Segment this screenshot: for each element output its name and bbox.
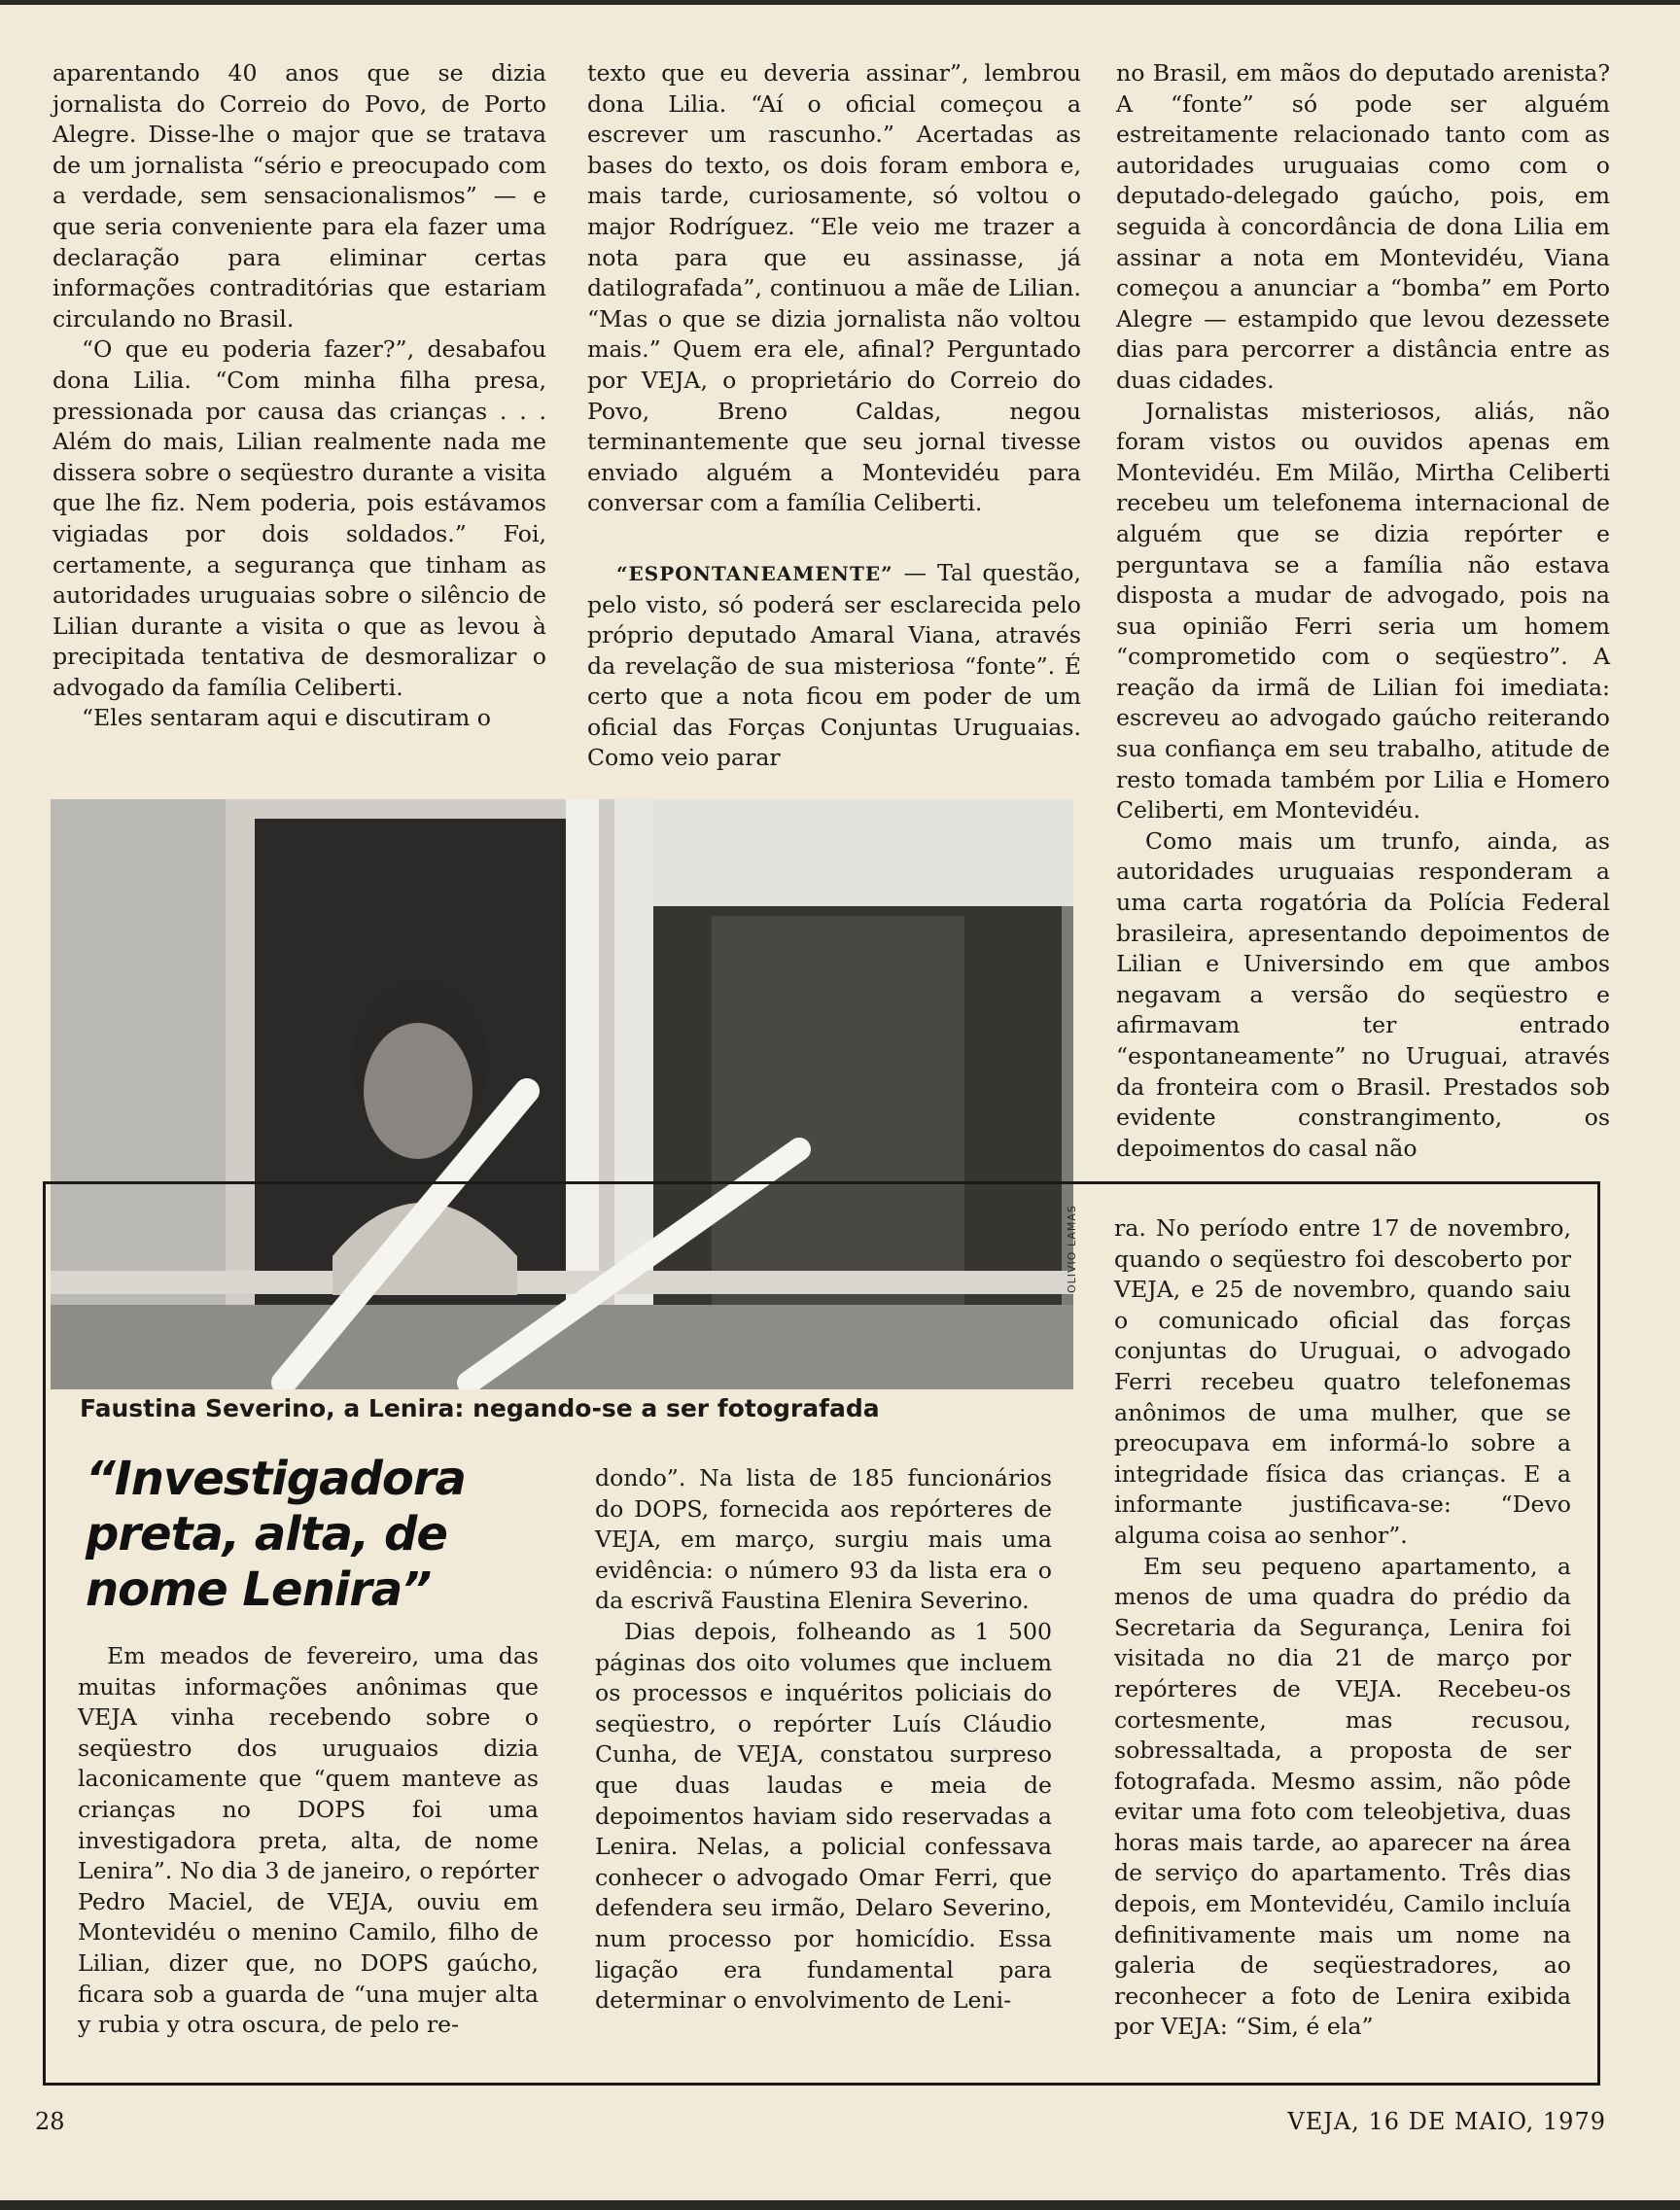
paragraph: Como mais um trunfo, ainda, as autoridades uruguaias responderam a uma carta rogatória da Polícia Federal brasileira, apresentando depoimentos de Lilian e Universindo em que ambos negavam a versão do seqüestro e afirmavam ter entrado “espontaneamente” no Uruguai, através da fronteira com o Brasil. Prestados sob evidente constrangimento, os depoimentos do casal não [1116,826,1610,1162]
subhead-text: — Tal questão, pelo visto, só poderá ser esclarecida pelo próprio deputado Amaral Viana, através da revelação de sua misteriosa “fonte”. É certo que a nota ficou em poder de um oficial das Forças Conjuntas Uruguaias. Como veio parar [587,558,1081,772]
bottom-rule [0,2200,1680,2210]
subhead: “ESPONTANEAMENTE” [616,561,893,585]
paragraph: Em meados de fevereiro, uma das muitas informações anônimas que VEJA vinha recebendo sobre o seqüestro dos uruguaios dizia laconicamente que “quem manteve as crianças no DOPS foi uma investigadora preta, alta, de nome Lenira”. No dia 3 de janeiro, o repórter Pedro Maciel, de VEJA, ouviu em Montevidéu o menino Camilo, filho de Lilian, dizer que, no DOPS gaúcho, ficara sob a guarda de “una mujer alta y rubia y otra oscura, de pelo re- [78,1642,539,2039]
paragraph: “Eles sentaram aqui e discutiram o [82,704,491,732]
paragraph: no Brasil, em mãos do deputado arenista? A “fonte” só pode ser alguém estreitamente relacionado tanto com as autoridades uruguaias como com o deputado-delegado gaúcho, pois, em seguida à concordância de dona Lilia em assinar a nota em Montevidéu, Viana começou a anunciar a “bomba” em Porto Alegre — estampido que levou dezessete dias para percorrer a distância entre as duas cidades. [1116,59,1610,394]
paragraph: Dias depois, folheando as 1 500 páginas dos oito volumes que incluem os processos e inquéritos policiais do seqüestro, o repórter Luís Cláudio Cunha, de VEJA, constatou surpreso que duas laudas e meia de depoimentos haviam sido reservadas a Lenira. Nelas, a policial confessava conhecer o advogado Omar Ferri, que defendera seu irmão, Delaro Severino, num processo por homicídio. Essa ligação era fundamental para determinar o envolvimento de Leni- [595,1617,1052,2015]
photo-credit: OLIVIO LAMAS [1066,1205,1078,1293]
column-2-top [587,58,1081,774]
box-column-1 [78,1641,539,2041]
top-rule [0,0,1680,5]
column-3-top [1116,58,1610,1164]
paragraph: Jornalistas misteriosos, aliás, não foram vistos ou ouvidos apenas em Montevidéu. Em Milão, Mirtha Celiberti recebeu um telefonema internacional de alguém que se dizia repórter e perguntava se a família não estava disposta a mudar de advogado, pois na sua opinião Ferri seria um homem “comprometido com o seqüestro”. A reação da irmã de Lilian foi imediata: escreveu ao advogado gaúcho reiterando sua confiança em seu trabalho, atitude de resto tomada também por Lilia e Homero Celiberti, em Montevidéu. [1116,397,1610,824]
paragraph: dondo”. Na lista de 185 funcionários do DOPS, fornecida aos repórteres de VEJA, em março, surgiu mais uma evidência: o número 93 da lista era o da escrivã Faustina Elenira Severino. [595,1464,1052,1615]
page-number: 28 [35,2108,65,2135]
column-1-top [52,58,546,734]
paragraph: texto que eu deveria assinar”, lembrou dona Lilia. “Aí o oficial começou a escrever um rascunho.” Acertadas as bases do texto, os dois foram embora e, mais tarde, curiosamente, só voltou o major Rodríguez. “Ele veio me trazer a nota para que eu assinasse, já datilografada”, continuou a mãe de Lilian. “Mas o que se dizia jornalista não voltou mais.” Quem era ele, afinal? Perguntado por VEJA, o proprietário do Correio do Povo, Breno Caldas, negou terminantemente que seu jornal tivesse enviado alguém a Montevidéu para conversar com a família Celiberti. [587,59,1081,517]
paragraph: “O que eu poderia fazer?”, desabafou dona Lilia. “Com minha filha presa, pressionada por causa das crianças . . . Além do mais, Lilian realmente nada me dissera sobre o seqüestro durante a visita que lhe fiz. Nem poderia, pois estávamos vigiadas por dois soldados.” Foi, certamente, a segurança que tinham as autoridades uruguaias sobre o silêncio de Lilian durante a visita o que as levou à precipitada tentativa de desmoralizar o advogado da família Celiberti. [52,335,546,701]
paragraph: aparentando 40 anos que se dizia jornalista do Correio do Povo, de Porto Alegre. Disse-lhe o major que se tratava de um jornalista “sério e preocupado com a verdade, sem sensacionalismos” — e que seria conveniente para ela fazer uma declaração para eliminar certas informações contraditórias que estariam circulando no Brasil. [52,59,546,333]
box-column-3 [1114,1213,1571,2043]
photo-caption: Faustina Severino, a Lenira: negando-se a ser fotografada [80,1394,880,1422]
paragraph: Em seu pequeno apartamento, a menos de uma quadra do prédio da Secretaria da Segurança, Lenira foi visitada no dia 21 de março por repórteres de VEJA. Recebeu-os cortesmente, mas recusou, sobressaltada, a proposta de ser fotografada. Mesmo assim, não pôde evitar uma foto com teleobjetiva, duas horas mais tarde, ao aparecer na área de serviço do apartamento. Três dias depois, em Montevidéu, Camilo incluía definitivamente mais um nome na galeria de seqüestradores, ao reconhecer a foto de Lenira exibida por VEJA: “Sim, é ela” [1114,1552,1571,2041]
sidebar-headline: “Investigadora preta, alta, de nome Lenira” [86,1452,466,1617]
box-column-2 [595,1463,1052,2017]
subhead-paragraph [587,558,1081,774]
paragraph: ra. No período entre 17 de novembro, quando o seqüestro foi descoberto por VEJA, e 25 de novembro, quando saiu o comunicado oficial das forças conjuntas do Uruguai, o advogado Ferri recebeu quatro telefonemas anônimos de uma mulher, que se preocupava em informá-lo sobre a integridade física das crianças. E a informante justificava-se: “Devo alguma coisa ao senhor”. [1114,1214,1571,1549]
page-footer: VEJA, 16 DE MAIO, 1979 [1287,2108,1606,2135]
